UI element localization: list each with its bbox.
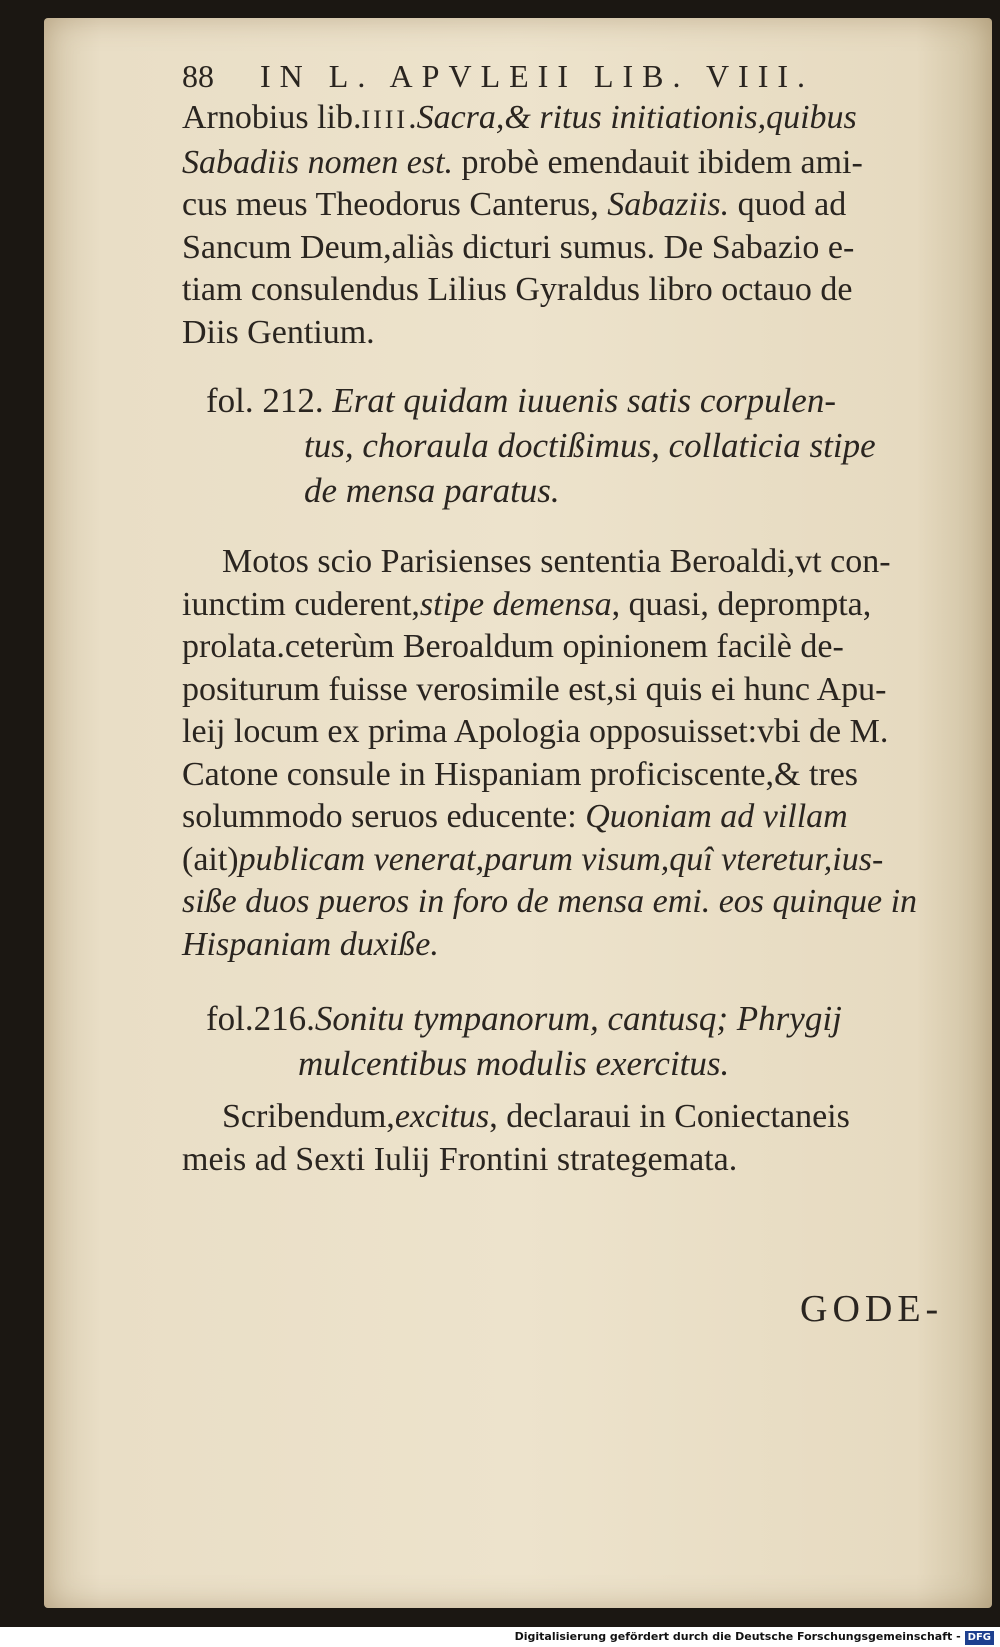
running-title: IN L. APVLEII LIB. VIII. bbox=[260, 58, 815, 94]
page-text bbox=[182, 58, 972, 1181]
text-line: leij locum ex prima Apologia opposuisset:vbi de M. bbox=[182, 713, 889, 750]
text-line: cus meus Theodorus Canterus, Sabaziis. quod ad bbox=[182, 186, 847, 223]
text-line: iunctim cuderent,stipe demensa, quasi, deprompta, bbox=[182, 585, 872, 623]
folio-reference: fol. 212. bbox=[206, 381, 324, 420]
lemma-line: mulcentibus modulis exercitus. bbox=[298, 1044, 730, 1083]
dfg-logo-icon: DFG bbox=[965, 1631, 994, 1645]
text-line: Catone consule in Hispaniam proficiscente,& tres bbox=[182, 755, 859, 793]
text-line: Diis Gentium. bbox=[182, 313, 375, 351]
running-header bbox=[182, 58, 972, 95]
lemma-fol-216 bbox=[182, 996, 972, 1086]
text-line: Sabadiis nomen est. probè emendauit ibidem ami- bbox=[182, 143, 863, 181]
lemma-line: fol.216.Sonitu tympanorum, cantusq; Phrygij bbox=[206, 999, 842, 1038]
text-line: tiam consulendus Lilius Gyraldus libro octauo de bbox=[182, 271, 853, 308]
lemma-line: tus, choraula doctißimus, collaticia stipe bbox=[304, 426, 876, 465]
digitization-footer bbox=[0, 1627, 1000, 1647]
catchword: GODE- bbox=[800, 1288, 944, 1330]
text-line: siße duos pueros in foro de mensa emi. eos quinque in bbox=[182, 883, 918, 920]
lemma-fol-212 bbox=[182, 378, 972, 513]
lemma-line: fol. 212. Erat quidam iuuenis satis corpulen- bbox=[206, 381, 836, 420]
text-line: Arnobius lib.IIII.Sacra,& ritus initiationis,quibus bbox=[182, 99, 857, 136]
text-line: (ait)publicam venerat,parum visum,quî vteretur,ius- bbox=[182, 840, 884, 878]
folio-reference: fol.216. bbox=[206, 999, 315, 1038]
paragraph-motos bbox=[182, 541, 972, 966]
paragraph-scribendum bbox=[182, 1096, 972, 1181]
lemma-line: de mensa paratus. bbox=[304, 471, 560, 510]
text-line: meis ad Sexti Iulij Frontini strategemata. bbox=[182, 1140, 738, 1178]
text-line: Sancum Deum,aliàs dicturi sumus. De Sabazio e- bbox=[182, 228, 855, 266]
page-number: 88 bbox=[182, 58, 214, 94]
text-line: Scribendum,excitus, declaraui in Coniectaneis bbox=[222, 1098, 850, 1135]
text-line: Motos scio Parisienses sententia Beroaldi,vt con- bbox=[222, 543, 891, 580]
footer-text: Digitalisierung gefördert durch die Deutsche Forschungsgemeinschaft - bbox=[514, 1630, 961, 1643]
paragraph-arnobius bbox=[182, 97, 972, 354]
text-line: positurum fuisse verosimile est,si quis ei hunc Apu- bbox=[182, 670, 887, 708]
text-line: Hispaniam duxiße. bbox=[182, 925, 439, 963]
text-line: solummodo seruos educente: Quoniam ad villam bbox=[182, 798, 848, 835]
text-line: prolata.ceterùm Beroaldum opinionem facilè de- bbox=[182, 628, 844, 665]
